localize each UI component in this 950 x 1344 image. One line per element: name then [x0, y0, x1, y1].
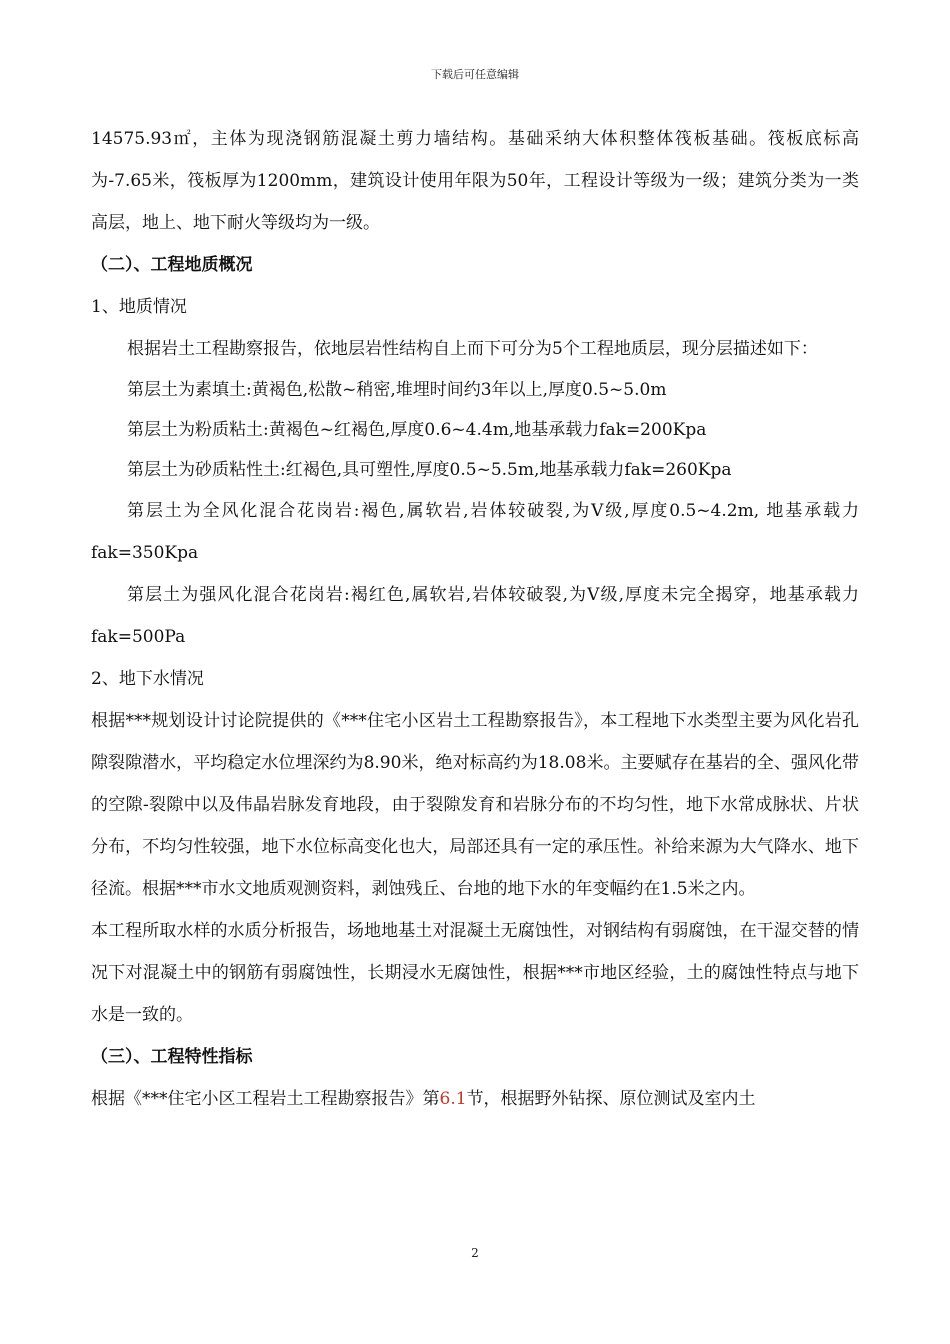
- layer-1-paragraph: 第层土为素填土:黄褐色,松散~稍密,堆埋时间约3年以上,厚度0.5~5.0m: [127, 380, 667, 400]
- subsection-groundwater: 2、地下水情况: [91, 669, 204, 689]
- section-heading-properties: （三）、工程特性指标: [91, 1047, 253, 1067]
- properties-text-pre: 根据《***住宅小区工程岩土工程勘察报告》第: [91, 1089, 440, 1109]
- geology-intro-paragraph: 根据岩土工程勘察报告，依地层岩性结构自上而下可分为5个工程地质层，现分层描述如下：: [127, 339, 818, 359]
- layer-5-paragraph: 第层土为强风化混合花岗岩:褐红色,属软岩,岩体较破裂,为Ⅴ级,厚度未完全揭穿，地基承载力fak=500Pa: [91, 585, 859, 647]
- layer-3-paragraph: 第层土为砂质粘性土:红褐色,具可塑性,厚度0.5~5.5m,地基承载力fak=260Kpa: [127, 460, 732, 480]
- layer-4-paragraph: 第层土为全风化混合花岗岩:褐色,属软岩,岩体较破裂,为Ⅴ级,厚度0.5~4.2m, 地基承载力fak=350Kpa: [91, 501, 859, 563]
- intro-paragraph: 14575.93㎡，主体为现浇钢筋混凝土剪力墙结构。基础采纳大体积整体筏板基础。筏板底标高为-7.65米，筏板厚为1200mm，建筑设计使用年限为50年，工程设计等级为一级；建筑分类为一类高层，地上、地下耐火等级均为一级。: [91, 129, 859, 233]
- page-header: 下载后可任意编辑: [431, 68, 519, 81]
- section-reference: 6.1: [439, 1089, 467, 1109]
- properties-text-post: 节，根据野外钻探、原位测试及室内土: [466, 1089, 756, 1109]
- groundwater-paragraph-1: 根据***规划设计讨论院提供的《***住宅小区岩土工程勘察报告》，本工程地下水类型主要为风化岩孔隙裂隙潜水，平均稳定水位埋深约为8.90米，绝对标高约为18.08米。主要赋存在基岩的全、强风化带的空隙-裂隙中以及伟晶岩脉发育地段，由于裂隙发育和岩脉分布的不均匀性，地下水常成脉状、片状分布，不均匀性较强，地下水位标高变化也大，局部还具有一定的承压性。补给来源为大气降水、地下径流。根据***市水文地质观测资料，剥蚀残丘、台地的地下水的年变幅约在1.5米之内。: [91, 711, 859, 899]
- layer-2-paragraph: 第层土为粉质粘土:黄褐色~红褐色,厚度0.6~4.4m,地基承载力fak=200Kpa: [127, 420, 707, 440]
- subsection-geology: 1、地质情况: [91, 297, 187, 317]
- properties-paragraph: [91, 1078, 859, 1120]
- page-number: 2: [471, 1246, 479, 1260]
- document-body: [91, 118, 859, 1120]
- section-heading-geology: （二）、工程地质概况: [91, 255, 253, 275]
- groundwater-paragraph-2: 本工程所取水样的水质分析报告，场地地基土对混凝土无腐蚀性，对钢结构有弱腐蚀，在干湿交替的情况下对混凝土中的钢筋有弱腐蚀性，长期浸水无腐蚀性，根据***市地区经验，土的腐蚀性特点与地下水是一致的。: [91, 921, 859, 1025]
